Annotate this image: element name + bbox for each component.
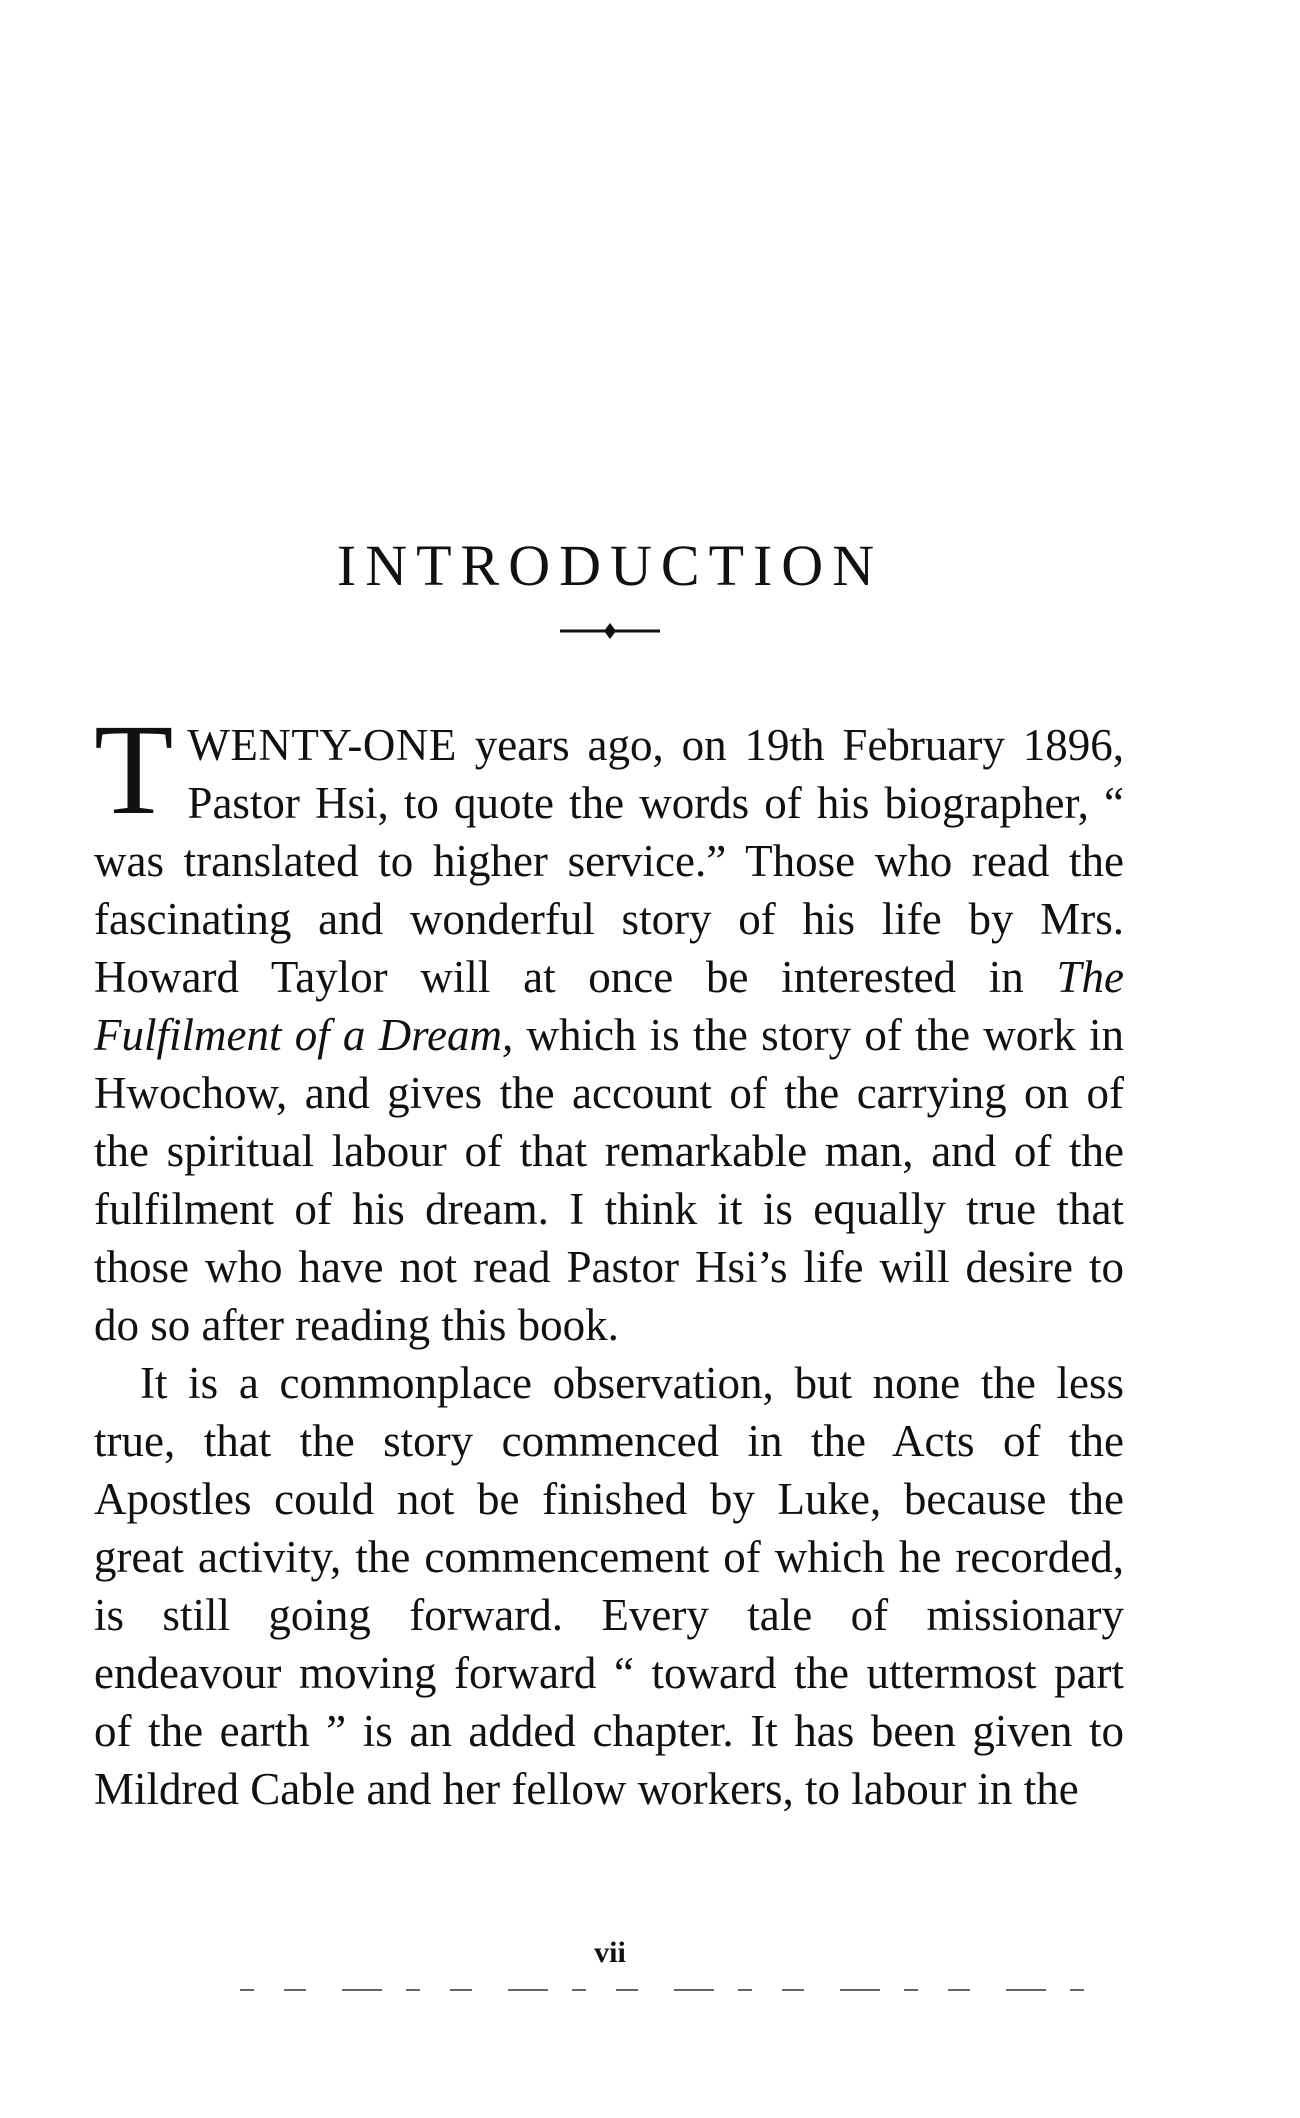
paragraph-1-text-b: which is the story of the work in Hwochow, and gives the account of the carrying on of the spiritual labour of that remarkable man, and of the fulfilment of his dream. I think it is equally true that those who have not read Pastor Hsi’s life will desire to do so after reading this book. <box>94 1010 1124 1350</box>
paragraph-1-text-a: years ago, on 19th February 1896, Pastor Hsi, to quote the words of his biographer, “ was translated to higher service.” Those who read the fascinating and wonderful story of his life by Mrs. Howard Taylor will at once be interested in <box>94 720 1124 1002</box>
drop-cap: T <box>94 698 174 842</box>
chapter-title: INTRODUCTION <box>336 532 884 598</box>
paragraph-1 <box>94 698 1124 1354</box>
page-number: vii <box>594 1936 626 1969</box>
lead-word: WENTY-ONE <box>187 720 457 770</box>
ornament-divider <box>560 620 660 642</box>
body-text <box>94 698 1124 1818</box>
paragraph-2: It is a commonplace observation, but none the less true, that the story commenced in the Acts of the Apostles could not be finished by Luke, because the great activity, the commencement of which he recorded, is still going forward. Every tale of missionary endeavour moving forward “ toward the uttermost part of the earth ” is an added chapter. It has been given to Mildred Cable and her fellow workers, to labour in the <box>94 1358 1124 1814</box>
book-title-italic: The Fulfilment of a Dream, <box>94 952 1124 1060</box>
bottom-rule-decoration <box>240 1988 1100 1992</box>
